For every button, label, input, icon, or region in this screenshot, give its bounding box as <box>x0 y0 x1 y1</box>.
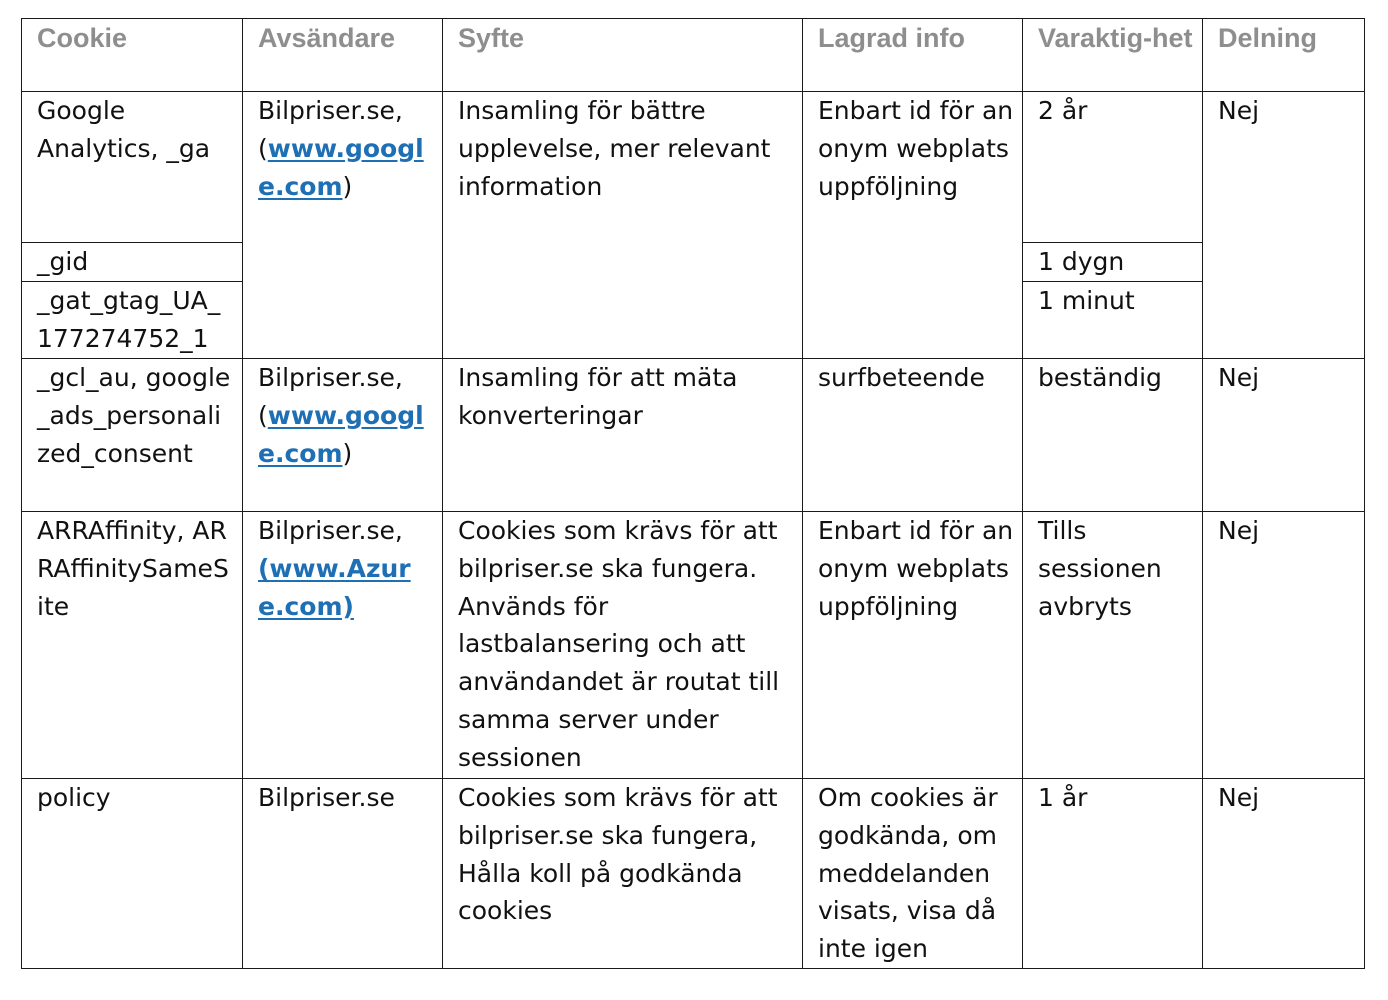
header-duration: Varaktig-het <box>1023 19 1203 92</box>
cell-sender-ga <box>243 92 443 359</box>
cookie-table <box>21 18 1365 969</box>
cell-sender-gcl <box>243 359 443 512</box>
cell-stored-ga: Enbart id för anonym webplatsuppföljning <box>803 92 1023 359</box>
header-stored-info: Lagrad info <box>803 19 1023 92</box>
cell-sharing-ga: Nej <box>1203 92 1365 359</box>
table-header-row <box>22 19 1365 92</box>
azure-link[interactable]: (www.Azure.com) <box>258 553 411 621</box>
google-link[interactable]: www.google.com <box>258 400 424 468</box>
sender-prefix: Bilpriser.se, ( <box>258 96 403 163</box>
cell-sharing-gcl: Nej <box>1203 359 1365 512</box>
cell-cookie-arr: ARRAffinity, ARRAffinitySameSite <box>22 512 243 779</box>
cell-duration-policy: 1 år <box>1023 779 1203 969</box>
cell-duration-gat: 1 minut <box>1023 282 1203 359</box>
header-cookie: Cookie <box>22 19 243 92</box>
header-sender: Avsändare <box>243 19 443 92</box>
sender-prefix: Bilpriser.se, <box>258 516 403 545</box>
cell-sharing-policy: Nej <box>1203 779 1365 969</box>
cell-cookie-ga: Google Analytics, _ga <box>22 92 243 243</box>
cell-duration-gid: 1 dygn <box>1023 243 1203 282</box>
table-row <box>22 359 1365 512</box>
table-row <box>22 779 1365 969</box>
cell-purpose-policy: Cookies som krävs för att bilpriser.se ska fungera, Hålla koll på godkända cookies <box>443 779 803 969</box>
header-purpose: Syfte <box>443 19 803 92</box>
cell-purpose-ga: Insamling för bättre upplevelse, mer relevant information <box>443 92 803 359</box>
cell-purpose-gcl: Insamling för att mäta konverteringar <box>443 359 803 512</box>
cell-cookie-policy: policy <box>22 779 243 969</box>
cell-duration-ga: 2 år <box>1023 92 1203 243</box>
cell-sharing-arr: Nej <box>1203 512 1365 779</box>
cell-stored-arr: Enbart id för anonym webplatsuppföljning <box>803 512 1023 779</box>
table-row <box>22 92 1365 243</box>
cell-purpose-arr: Cookies som krävs för att bilpriser.se ska fungera. Används för lastbalansering och att användandet är routat till samma server under sessionen <box>443 512 803 779</box>
sender-suffix: ) <box>342 171 353 201</box>
sender-suffix: ) <box>342 438 353 468</box>
cell-duration-gcl: beständig <box>1023 359 1203 512</box>
cell-stored-policy: Om cookies är godkända, om meddelanden visats, visa då inte igen <box>803 779 1023 969</box>
google-link[interactable]: www.google.com <box>258 133 424 201</box>
cell-stored-gcl: surfbeteende <box>803 359 1023 512</box>
table-row <box>22 512 1365 779</box>
sender-prefix: Bilpriser.se, ( <box>258 363 403 430</box>
header-sharing: Delning <box>1203 19 1365 92</box>
cell-cookie-gcl: _gcl_au, google_ads_personalized_consent <box>22 359 243 512</box>
cell-cookie-gat: _gat_gtag_UA_177274752_1 <box>22 282 243 359</box>
cell-sender-policy: Bilpriser.se <box>243 779 443 969</box>
cell-sender-arr <box>243 512 443 779</box>
cell-cookie-gid: _gid <box>22 243 243 282</box>
cell-duration-arr: Tills sessionen avbryts <box>1023 512 1203 779</box>
